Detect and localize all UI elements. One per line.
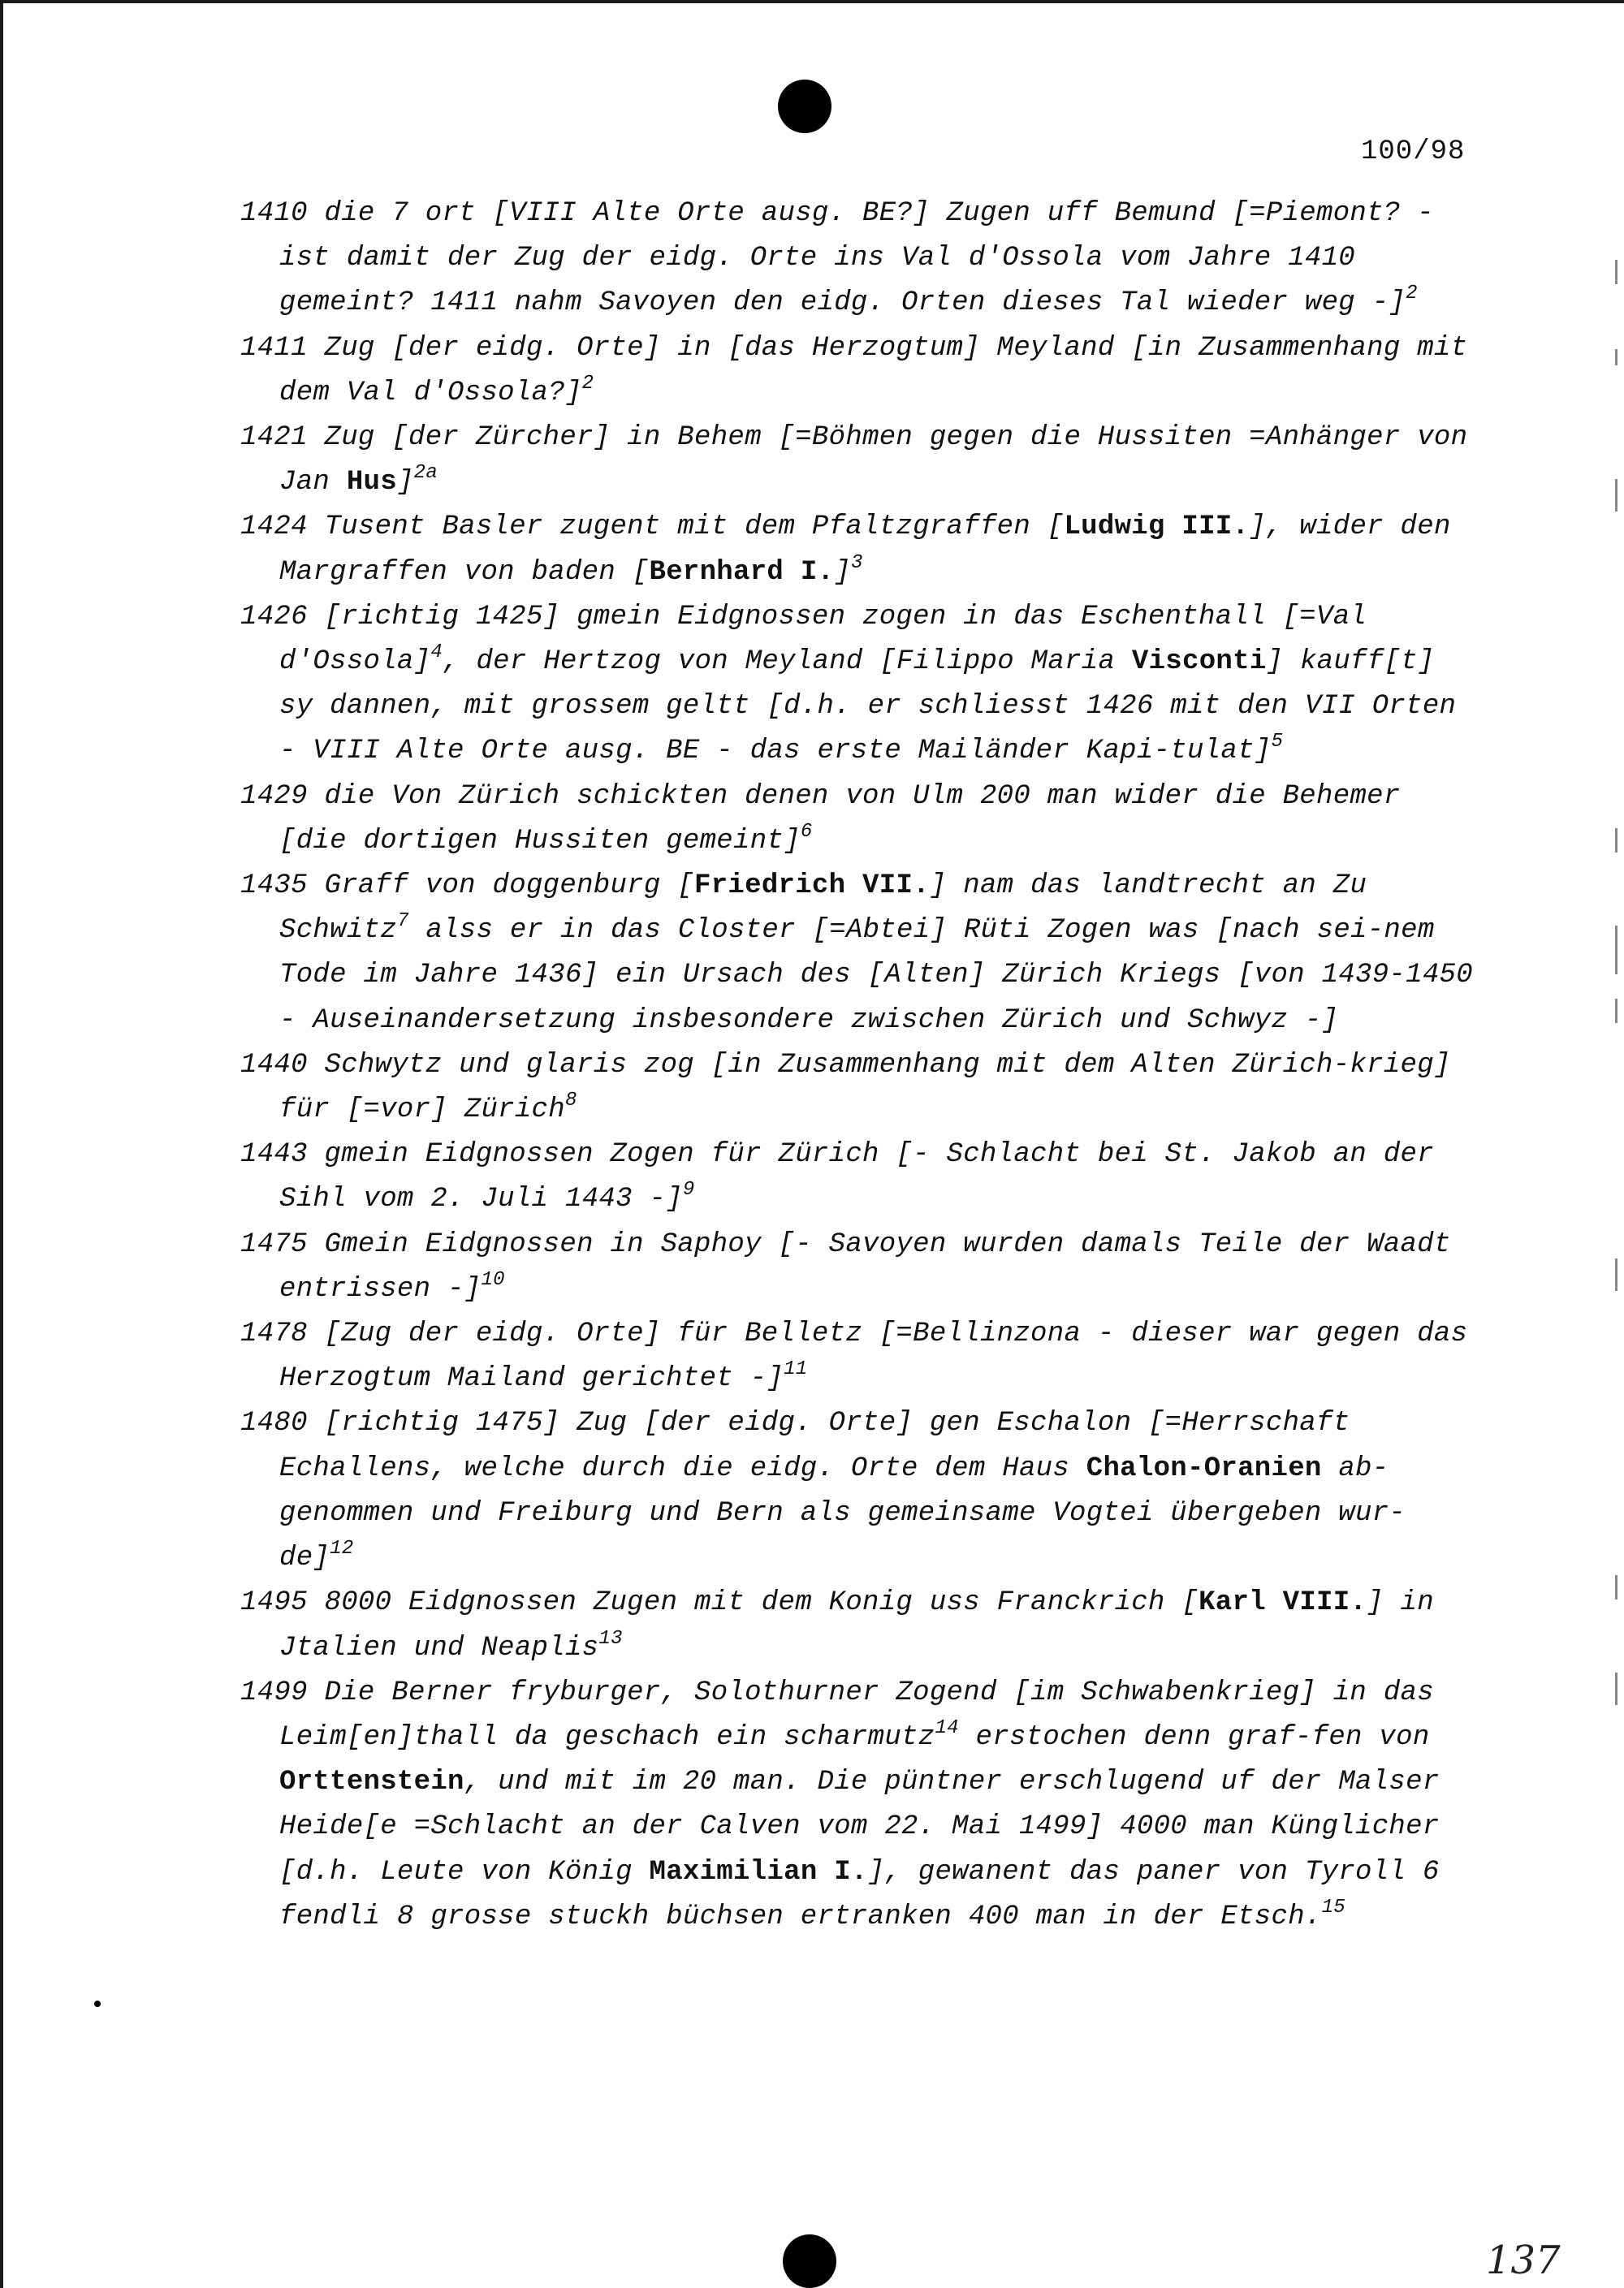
- entry-text: ], wider den Margraffen von baden [: [279, 512, 1451, 588]
- footnote-reference: 12: [330, 1538, 354, 1561]
- entry-text: 1424 Tusent Basler zugent mit dem Pfaltzgraffen [: [240, 512, 1065, 543]
- scan-edge-artifacts: [1593, 260, 1618, 1721]
- entry-text: 1411 Zug [der eidg. Orte] in [das Herzogtum] Meyland [in Zusammenhang mit dem Val d'Ossola?]: [240, 332, 1468, 408]
- handwritten-folio-number: 137: [1486, 2238, 1561, 2283]
- chronicle-entry: [240, 416, 1475, 505]
- entry-text: alss er in das Closter [=Abtei] Rüti Zogen was [nach sei-nem Tode im Jahre 1436] ein Ursach des [Alten] Zürich Kriegs [von 1439-1450 - Auseinandersetzung insbesondere zwischen Zürich und Schwyz -]: [279, 915, 1473, 1036]
- entry-text: 1495 8000 Eidgnossen Zugen mit dem Konig uss Franckrich [: [240, 1587, 1199, 1619]
- entry-text: 1440 Schwytz und glaris zog [in Zusammenhang mit dem Alten Zürich-krieg] für [=vor] Zürich: [240, 1049, 1451, 1126]
- footnote-reference: 13: [598, 1627, 623, 1650]
- chronicle-entry: [240, 1223, 1475, 1312]
- chronicle-entry: [240, 595, 1475, 775]
- chronicle-entry: [240, 864, 1475, 1043]
- footnote-reference: 10: [481, 1268, 505, 1291]
- scan-frame-left: [0, 0, 3, 2288]
- entry-text: 1421 Zug [der Zürcher] in Behem [=Böhmen gegen die Hussiten =Anhänger von Jan: [240, 422, 1468, 499]
- punch-hole-top: [778, 80, 831, 133]
- person-name: Hus: [346, 467, 397, 499]
- person-name: Friedrich VII.: [694, 870, 930, 902]
- entry-text: 1475 Gmein Eidgnossen in Saphoy [- Savoyen wurden damals Teile der Waadt entrissen -]: [240, 1228, 1451, 1305]
- entry-text: 1478 [Zug der eidg. Orte] für Belletz [=Bellinzona - dieser war gegen das Herzogtum Mailand gerichtet -]: [240, 1319, 1468, 1395]
- person-name: Orttenstein: [279, 1767, 464, 1798]
- page-number: 100/98: [1361, 136, 1466, 167]
- person-name: Karl VIII.: [1199, 1587, 1367, 1619]
- person-name: Visconti: [1131, 646, 1267, 678]
- footnote-reference: 15: [1321, 1896, 1346, 1919]
- entry-text: 1410 die 7 ort [VIII Alte Orte ausg. BE?] Zugen uff Bemund [=Piemont? - ist damit der Zug der eidg. Orte ins Val d'Ossola vom Jahre 1410 gemeint? 1411 nahm Savoyen den eidg. Orten dieses Tal wieder weg -]: [240, 198, 1434, 319]
- footnote-reference: 2a: [413, 462, 438, 485]
- person-name: Maximilian I.: [649, 1856, 868, 1888]
- chronicle-entries: [240, 192, 1475, 1940]
- entry-text: 1429 die Von Zürich schickten denen von Ulm 200 man wider die Behemer [die dortigen Hussiten gemeint]: [240, 780, 1401, 857]
- punch-hole-bottom: [783, 2234, 836, 2288]
- entry-text: , und mit im 20 man. Die püntner erschlugend uf der Malser Heide[e =Schlacht an der Calven vom 22. Mai 1499] 4000 man Künglicher [d.h. Leute von König: [279, 1767, 1440, 1888]
- footnote-reference: 8: [564, 1090, 577, 1112]
- footnote-reference: 11: [784, 1358, 808, 1381]
- entry-text: 1480 [richtig 1475] Zug [der eidg. Orte] gen Eschalon [=Herrschaft Echallens, welche durch die eidg. Orte dem Haus: [240, 1408, 1350, 1484]
- entry-text: ] in Jtalien und Neaplis: [279, 1587, 1434, 1664]
- person-name: Ludwig III.: [1064, 512, 1250, 543]
- entry-text: ]: [396, 467, 414, 499]
- chronicle-entry: [240, 1671, 1475, 1940]
- entry-text: ] nam das landtrecht an Zu Schwitz: [279, 870, 1367, 947]
- footnote-reference: 6: [800, 820, 813, 843]
- entry-text: ab-genommen und Freiburg und Bern als gemeinsame Vogtei übergeben wur-de]: [279, 1453, 1406, 1574]
- chronicle-entry: [240, 1581, 1475, 1670]
- entry-text: 1443 gmein Eidgnossen Zogen für Zürich [- Schlacht bei St. Jakob an der Sihl vom 2. Juli 1443 -]: [240, 1139, 1434, 1215]
- footnote-reference: 9: [682, 1179, 695, 1202]
- chronicle-entry: [240, 775, 1475, 864]
- footnote-reference: 14: [935, 1716, 959, 1739]
- entry-text: ], gewanent das paner von Tyroll 6 fendli 8 grosse stuckh büchsen ertranken 400 man in der Etsch.: [279, 1856, 1440, 1932]
- chronicle-entry: [240, 1312, 1475, 1401]
- footnote-reference: 7: [396, 910, 409, 933]
- chronicle-entry: [240, 1133, 1475, 1222]
- entry-text: 1435 Graff von doggenburg [: [240, 870, 694, 902]
- footnote-reference: 2: [1406, 283, 1418, 305]
- entry-text: ] kauff[t] sy dannen, mit grossem geltt [d.h. er schliesst 1426 mit den VII Orten - VIII Alte Orte ausg. BE - das erste Mailänder Kapi-tulat]: [279, 646, 1457, 767]
- margin-dot: [94, 2001, 101, 2007]
- chronicle-entry: [240, 1043, 1475, 1133]
- person-name: Chalon-Oranien: [1086, 1453, 1322, 1484]
- entry-text: , der Hertzog von Meyland [Filippo Maria: [443, 646, 1132, 678]
- chronicle-entry: [240, 326, 1475, 416]
- chronicle-entry: [240, 192, 1475, 326]
- footnote-reference: 4: [430, 641, 443, 664]
- footnote-reference: 2: [581, 372, 594, 395]
- entry-text: erstochen denn graf-fen von: [958, 1721, 1430, 1753]
- footnote-reference: 3: [850, 551, 863, 574]
- entry-text: 1426 [richtig 1425] gmein Eidgnossen zogen in das Eschenthall [=Val d'Ossola]: [240, 601, 1367, 678]
- chronicle-entry: [240, 1401, 1475, 1581]
- entry-text: ]: [834, 556, 851, 588]
- entry-text: 1499 Die Berner fryburger, Solothurner Zogend [im Schwabenkrieg] in das Leim[en]thall da geschach ein scharmutz: [240, 1677, 1434, 1753]
- chronicle-entry: [240, 505, 1475, 594]
- footnote-reference: 5: [1271, 731, 1284, 753]
- person-name: Bernhard I.: [649, 556, 835, 588]
- scan-frame-top: [0, 0, 1624, 3]
